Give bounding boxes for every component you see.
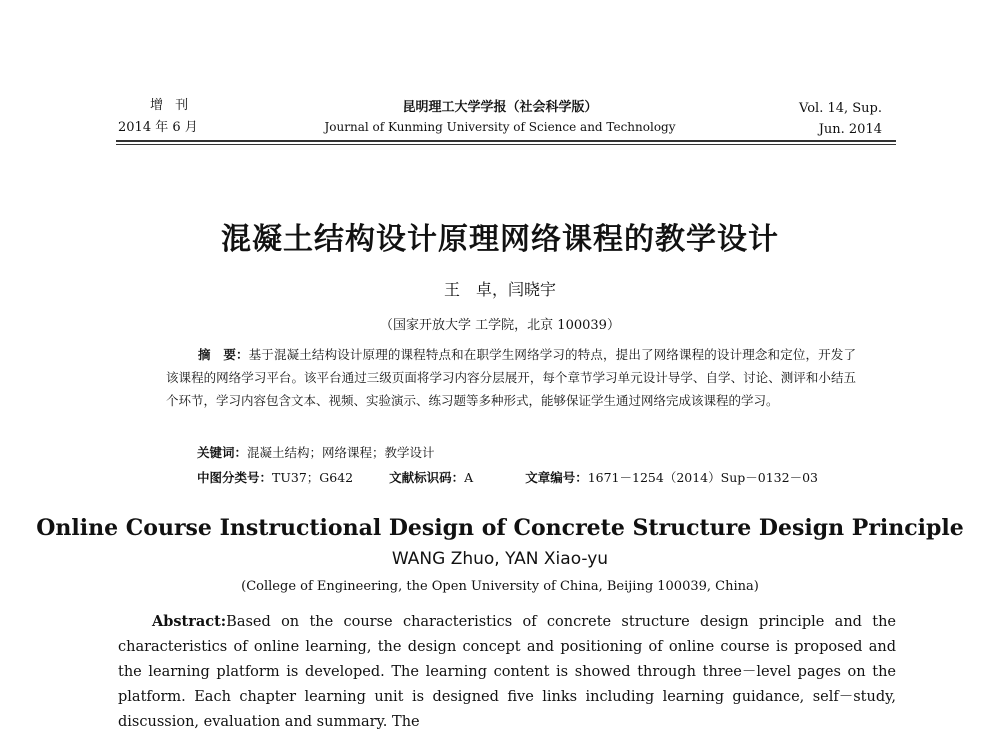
issue-label: 增 刊 [150,98,193,113]
clc-value: TU37；G642 [272,470,354,485]
journal-title-cn: 昆明理工大学学报（社会科学版） [402,100,598,115]
abstract-en-text: Based on the course characteristics of concrete structure design principle and the characteristics of online learning, the design concept and positioning of online course is proposed and the learning platform is developed. The learning content is showed through three－level pages on the platform. Each chapter learning unit is designed five links including learning guidance, self－study, discussion, evaluation and summary. The [118,614,896,730]
keywords-cn [197,443,435,461]
issue-date: 2014 年 6 月 [118,120,198,135]
article-no-value: 1671－1254（2014）Sup－0132－03 [587,470,818,485]
abstract-en-label: Abstract: [152,613,227,630]
keywords-label: 关键词： [197,445,248,460]
classification-line [197,468,818,486]
abstract-en [118,609,896,735]
abstract-cn-text: 基于混凝土结构设计原理的课程特点和在职学生网络学习的特点，提出了网络课程的设计理念和定位，开发了该课程的网络学习平台。该平台通过三级页面将学习内容分层展开，每个章节学习单元设计导学、自学、讨论、测评和小结五个环节，学习内容包含文本、视频、实验演示、练习题等多种形式，能够保证学生通过网络完成该课程的学习。 [166,347,856,408]
article-no-label: 文章编号： [525,470,588,485]
doc-code-label: 文献标识码： [389,470,465,485]
volume-info: Vol. 14, Sup. [799,101,882,116]
header-rule-thick [116,140,896,142]
page-title: 混凝土结构设计原理网络课程的教学设计 [221,222,779,257]
authors-cn: 王 卓，闫晓宇 [443,280,556,299]
affiliation-cn: （国家开放大学 工学院，北京 100039） [380,318,620,333]
affiliation-en: (College of Engineering, the Open University of China, Beijing 100039, China) [241,579,759,594]
doc-code-value: A [464,470,474,485]
keywords-text: 混凝土结构；网络课程；教学设计 [247,445,435,460]
title-en: Online Course Instructional Design of Concrete Structure Design Principle [36,515,964,541]
journal-title-en: Journal of Kunming University of Science and Technology [324,120,676,134]
abstract-cn-label: 摘 要： [198,347,249,362]
authors-en: WANG Zhuo, YAN Xiao-yu [391,549,609,569]
clc-label: 中图分类号： [197,470,273,485]
abstract-cn [166,343,856,412]
header-rule-thin [116,144,896,145]
publication-date: Jun. 2014 [818,122,882,137]
